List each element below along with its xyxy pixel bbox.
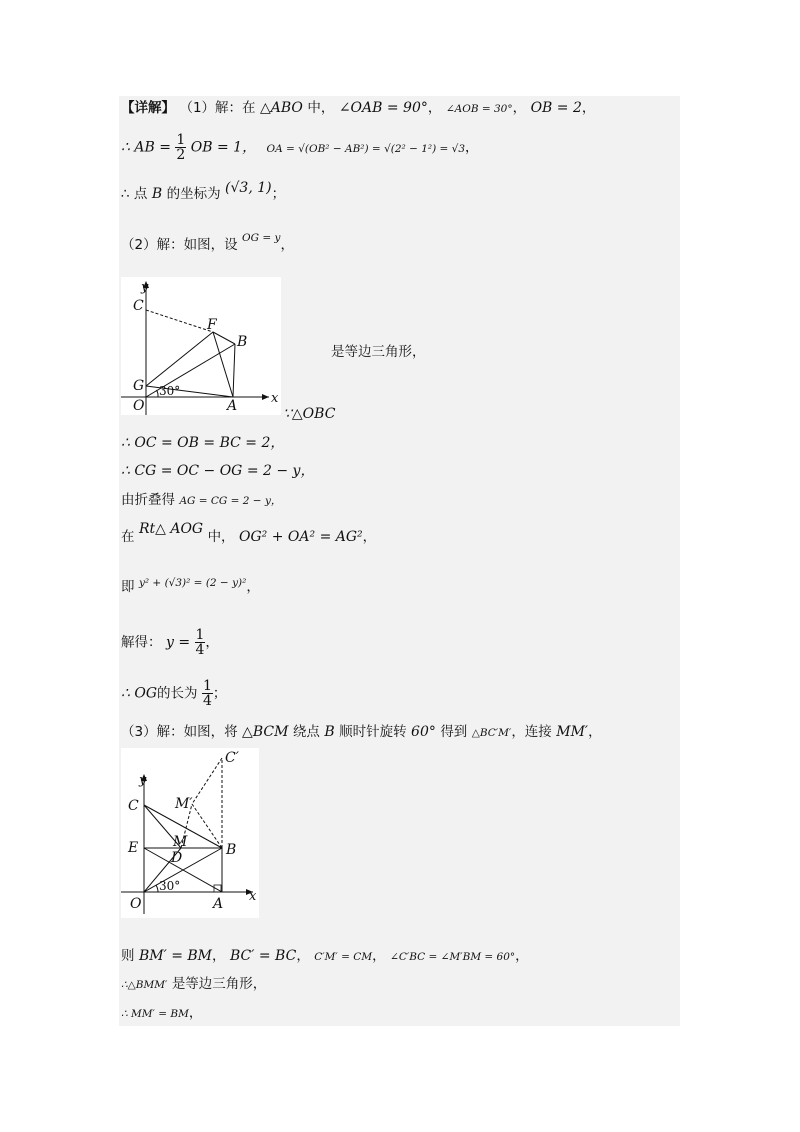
label-m: M [173, 834, 188, 850]
label-a: A [227, 398, 238, 414]
part1-line1: 【详解】 （1）解：在 △ABO 中， ∠OAB = 90°， ∠AOB = 30°， OB = 2， [121, 100, 596, 116]
part1-line3: ∴ 点 B 的坐标为 (√3, 1)； [121, 180, 286, 202]
part3-mm: ∴ MM′ = BM， [121, 1005, 203, 1021]
label-axis-y: y [141, 280, 149, 295]
part2-line-cg: ∴ CG = OC − OG = 2 − y， [121, 463, 315, 479]
part3-then: 则 BM′ = BM， BC′ = BC， C′M′ = CM， ∠C′BC = ∠M′BM = 60°， [121, 948, 529, 964]
label-a-3: A [213, 896, 224, 912]
part3-equilateral: ∴△BMM′ 是等边三角形， [121, 976, 267, 992]
fraction-half: $\frac{1}{2}$ [176, 132, 186, 163]
label-axis-y-3: y [139, 773, 147, 788]
rotation-diagram [121, 748, 259, 918]
figure-part3 [121, 748, 259, 918]
label-d: D [171, 850, 183, 866]
label-e: E [128, 840, 139, 856]
part2-line-ji: 即 $^{y^2 + (√3)^2 = (2 - y)^2}$， [121, 577, 260, 595]
part2-because: ∵△OBC [283, 406, 336, 422]
label-angle-3: 30° [159, 879, 181, 893]
label-f: F [207, 317, 217, 333]
label-axis-x-3: x [249, 889, 257, 904]
label-b-3: B [226, 842, 237, 858]
part2-line-oc: ∴ OC = OB = BC = 2， [121, 435, 285, 451]
detail-heading: 【详解】 [121, 100, 175, 116]
fraction-quarter-og: $\frac{1}{4}$ [202, 678, 212, 709]
label-b: B [237, 334, 248, 350]
part2-line-solve: 解得： y = $\frac{1}{4}$ ， [121, 627, 219, 658]
label-c-3: C [128, 798, 139, 814]
part3-line1: （3）解：如图，将 △BCM 绕点 B 顺时针旋转 60° 得到 △BC′M′，连接 MM′， [121, 724, 602, 740]
label-axis-x: x [271, 391, 279, 406]
part2-equilateral: 是等边三角形， [331, 344, 426, 360]
label-o-3: O [130, 896, 142, 912]
label-c-prime: C′ [225, 750, 239, 766]
part2-line-og: ∴ OG的长为 $\frac{1}{4}$ ； [121, 678, 227, 709]
part1-line2: ∴ AB = $\frac{1}{2}$ OB = 1， OA = √(OB² − AB²) = √(2² − 1²) = √3， [121, 132, 479, 163]
label-g: G [133, 378, 145, 394]
label-m-prime: M′ [175, 796, 193, 812]
fraction-quarter: $\frac{1}{4}$ [195, 627, 205, 658]
part2-line-fold: 由折叠得 AG = CG = 2 − y， [121, 492, 282, 508]
figure-part2 [121, 277, 281, 415]
label-o: O [133, 398, 145, 414]
label-c: C [133, 298, 144, 314]
part2-line-rt: 在 Rt△ AOG 中， OG² + OA² = AG²， [121, 521, 377, 545]
label-angle: 30° [159, 384, 181, 398]
fold-diagram [121, 277, 281, 415]
part2-line1: （2）解：如图，设 $^{OG = y}$， [121, 232, 294, 253]
